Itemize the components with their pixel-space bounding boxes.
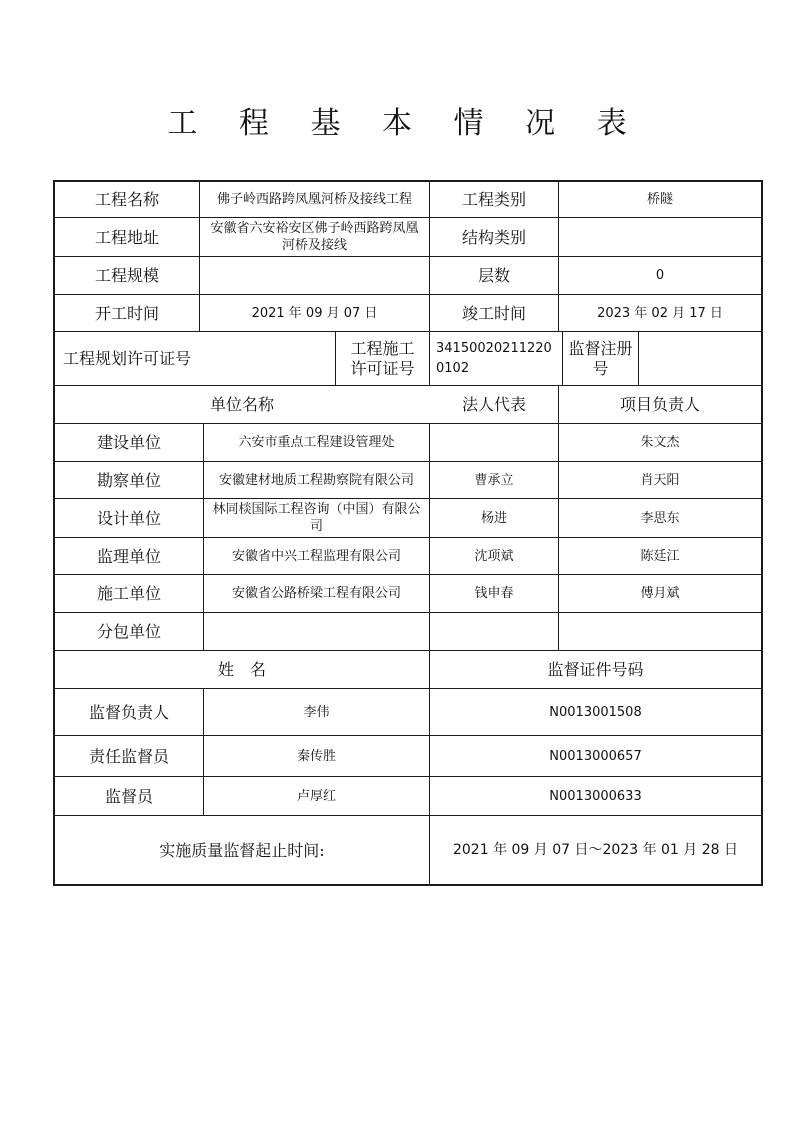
supervisor-role: 监督员 [104,786,153,806]
supervisor-name: 卢厚红 [296,788,336,804]
start-date-label: 开工时间 [94,303,159,323]
unit-legal-rep: 钱申春 [474,586,514,601]
supervision-period-value: 2021 年 09 月 07 日～2023 年 01 月 28 日 [452,841,739,858]
project-name-value: 佛子岭西路跨凤凰河桥及接线工程 [216,192,412,207]
supervisor-role: 监督负责人 [88,702,169,722]
unit-project-manager: 李思东 [640,510,680,526]
unit-project-manager: 肖天阳 [640,472,680,488]
legal-rep-header: 法人代表 [461,395,526,414]
supervisor-cert: N0013000633 [549,788,642,804]
unit-name-header: 单位名称 [209,395,274,414]
supervisor-name-header: 姓 名 [217,660,266,679]
unit-legal-rep: 杨进 [480,510,507,526]
supervision-registration-value [639,332,761,385]
project-manager-header: 项目负责人 [619,395,700,414]
completion-date-label: 竣工时间 [461,303,526,323]
unit-name: 安徽省公路桥梁工程有限公司 [231,586,401,601]
start-date-value: 2021 年 09 月 07 日 [251,305,378,321]
planning-permit-value [200,332,335,385]
unit-name: 安徽建材地质工程勘察院有限公司 [218,472,414,488]
unit-legal-rep: 曹承立 [474,472,514,488]
unit-project-manager: 陈廷江 [640,548,680,564]
supervisor-cert: N0013001508 [549,704,642,720]
supervisor-cert-header: 监督证件号码 [547,660,644,679]
planning-permit-label: 工程规划许可证号 [62,349,191,368]
project-address-label: 工程地址 [94,227,159,247]
structure-type-value [559,218,761,256]
unit-role: 施工单位 [96,584,161,603]
supervisor-name: 李伟 [303,704,330,720]
unit-project-manager: 朱文杰 [640,435,680,450]
project-address-value: 安徽省六安裕安区佛子岭西路跨凤凰河桥及接线 [210,221,419,253]
unit-role: 勘察单位 [96,470,161,490]
unit-project-manager [559,613,761,650]
unit-name: 安徽省中兴工程监理有限公司 [231,548,401,564]
project-type-label: 工程类别 [461,190,526,209]
project-name-label: 工程名称 [94,190,159,209]
unit-legal-rep [430,424,558,461]
unit-role: 建设单位 [96,433,161,452]
unit-role: 监理单位 [96,546,161,566]
unit-name: 林同棪国际工程咨询（中国）有限公司 [212,502,421,534]
structure-type-label: 结构类别 [461,227,526,247]
floors-value: 0 [655,268,665,283]
document-title: 工 程 基 本 情 况 表 [167,106,643,141]
supervision-period-label: 实施质量监督起止时间: [159,840,325,860]
project-type-value: 桥隧 [646,192,673,207]
supervisor-role: 责任监督员 [88,746,169,766]
floors-label: 层数 [477,266,510,285]
project-scale-value [200,257,429,294]
unit-role: 分包单位 [96,622,161,641]
construction-permit-label: 工程施工许可证号 [350,338,415,378]
supervisor-cert: N0013000657 [549,748,642,764]
project-scale-label: 工程规模 [94,266,159,285]
unit-role: 设计单位 [96,508,161,528]
unit-name [204,613,429,650]
construction-permit-value: 341500202112200102 [436,340,552,376]
supervisor-name: 秦传胜 [296,748,336,764]
supervision-registration-label: 监督注册号 [568,338,633,378]
unit-project-manager: 傅月斌 [640,586,680,601]
unit-legal-rep: 沈项斌 [474,548,514,564]
completion-date-value: 2023 年 02 月 17 日 [597,305,723,321]
unit-name: 六安市重点工程建设管理处 [238,435,395,450]
unit-legal-rep [430,613,558,650]
